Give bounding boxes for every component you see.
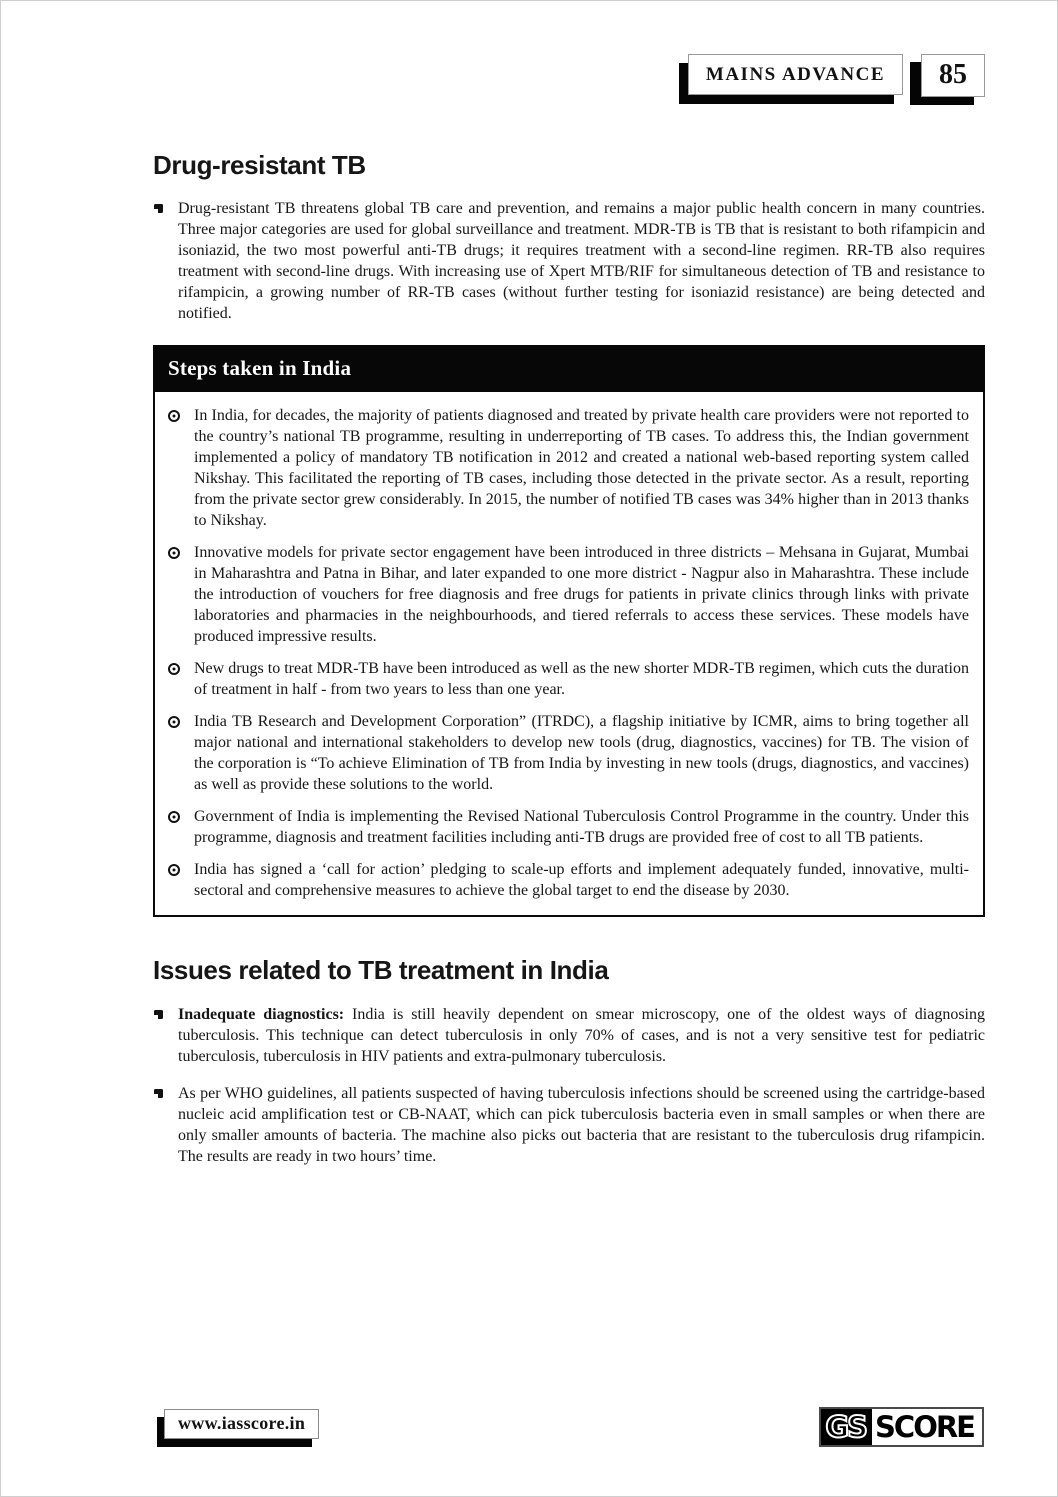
steps-box-title-bar [153, 345, 985, 392]
circled-dot-bullet-icon [168, 410, 180, 422]
issues-bullet [153, 1083, 985, 1167]
square-bullet-icon [154, 1010, 163, 1019]
logo-score-segment: SCORE [875, 1410, 974, 1444]
list-item [168, 542, 969, 647]
circled-dot-bullet-icon [168, 811, 180, 823]
list-item-text: India has signed a ‘call for action’ pledging to scale-up efforts and implement adequately funded, innovative, multi-sectoral and comprehensive measures to achieve the global target to end the disease by 2030. [194, 861, 969, 899]
list-item-text: Government of India is implementing the Revised National Tuberculosis Control Programme in the country. Under this programme, diagnosis and treatment facilities including anti-TB drugs are provided free of cost to all TB patients. [194, 808, 969, 846]
steps-box-body [153, 392, 985, 917]
steps-box-title: Steps taken in India [168, 356, 352, 380]
issues-section-title: Issues related to TB treatment in India [153, 955, 609, 985]
website-url: www.iasscore.in [178, 1413, 306, 1433]
page-title: Drug-resistant TB [153, 150, 366, 180]
content-column [153, 1, 985, 1167]
list-item-text: In India, for decades, the majority of patients diagnosed and treated by private health care providers were not reported to the country’s national TB programme, resulting in underreporting of TB cases. To address this, the Indian government implemented a policy of mandatory TB notification in 2012 and created a national web-based reporting system called Nikshay. This facilitated the reporting of TB cases, including those detected in the private sector. As a result, reporting from the private sector grew considerably. In 2015, the number of notified TB cases was 34% higher than in 2013 thanks to Nikshay. [194, 407, 969, 529]
website-badge [164, 1409, 319, 1439]
logo-gs-segment: GS [821, 1409, 872, 1445]
square-bullet-icon [154, 1089, 163, 1098]
intro-bullet [153, 198, 985, 324]
list-item-text: India TB Research and Development Corporation” (ITRDC), a flagship initiative by ICMR, aims to bring together all major national and international stakeholders to develop new tools (drug, diagnostics, vaccines) for TB. The vision of the corporation is “To achieve Elimination of TB from India by investing in new tools (drugs, diagnostics, and vaccines) as well as provide these solutions to the world. [194, 713, 969, 793]
list-item [168, 405, 969, 531]
circled-dot-bullet-icon [168, 716, 180, 728]
page-number: 85 [921, 54, 985, 97]
list-item [168, 859, 969, 901]
circled-dot-bullet-icon [168, 547, 180, 559]
intro-paragraph: Drug-resistant TB threatens global TB care and prevention, and remains a major public health concern in many countries. Three major categories are used for global surveillance and treatment. MDR-TB is TB that is resistant to both rifampicin and isoniazid, the two most powerful anti-TB drugs; it requires treatment with a second-line regimen. RR-TB also requires treatment with second-line drugs. With increasing use of Xpert MTB/RIF for simultaneous detection of TB and resistance to rifampicin, a growing number of RR-TB cases (without further testing for isoniazid resistance) are being detected and notified. [178, 200, 985, 322]
issues-paragraph [178, 1004, 985, 1067]
steps-box [153, 345, 985, 917]
list-item-text: Innovative models for private sector engagement have been introduced in three districts – Mehsana in Gujarat, Mumbai in Maharashtra and Patna in Bihar, and later expanded to one more district - Nagpur also in Maharashtra. These include the introduction of vouchers for free diagnosis and free drugs for patients in private clinics through links with private laboratories and pharmacies in the neighbourhoods, and tiered referrals to access these services. These models have produced impressive results. [194, 544, 969, 645]
list-item [168, 658, 969, 700]
square-bullet-icon [154, 204, 163, 213]
mains-advance-badge: MAINS ADVANCE [688, 54, 903, 95]
circled-dot-bullet-icon [168, 864, 180, 876]
bullet-body-text: India is still heavily dependent on smear microscopy, one of the oldest ways of diagnosing tuberculosis. This technique can detect tuberculosis in only 70% of cases, and is not a very sensitive test for pediatric tuberculosis, tuberculosis in HIV patients and extra-pulmonary tuberculosis. [178, 1006, 985, 1065]
issues-paragraph: As per WHO guidelines, all patients suspected of having tuberculosis infections should be screened using the cartridge-based nucleic acid amplification test or CB-NAAT, which can pick tuberculosis bacteria even in small samples or when there are only smaller amounts of bacteria. The machine also picks out bacteria that are resistant to the tuberculosis drug rifampicin. The results are ready in two hours’ time. [178, 1085, 985, 1165]
list-item [168, 806, 969, 848]
issues-bullet [153, 1004, 985, 1067]
gsscore-logo [819, 1407, 984, 1447]
list-item [168, 711, 969, 795]
circled-dot-bullet-icon [168, 663, 180, 675]
list-item-text: New drugs to treat MDR-TB have been introduced as well as the new shorter MDR-TB regimen, which cuts the duration of treatment in half - from two years to less than one year. [194, 660, 969, 698]
bullet-lead-bold: Inadequate diagnostics: [178, 1006, 345, 1023]
